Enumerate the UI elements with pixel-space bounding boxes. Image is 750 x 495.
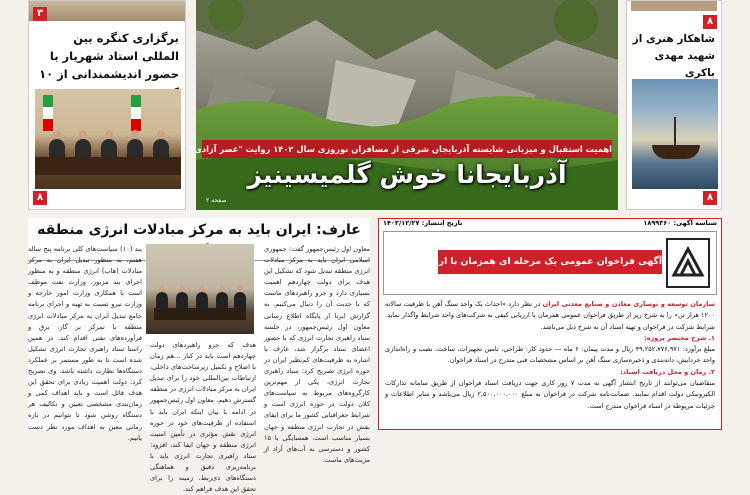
organization-logo-icon [666, 238, 710, 288]
hero-title[interactable]: آذربایجانا خوش گلمیسینیز [247, 160, 567, 189]
ad-section-2: ۲. زمان و محل دریافت اسناد: [620, 367, 715, 376]
article-column-1: معاون اول رئیس‌جمهور گفت: جمهوری اسلامی ایران باید به مرکز مبادلات انرژی منطقه تبدیل شود که تشکیل این هدف برای دولت چهاردهم اهمیت بسیاری دارد و جزو راهبردهای ماست که با جدیت آن را دنبال می‌کنیم. به گزارش ایرنا از پایگاه اطلاع رسانی معاون اول رئیس‌جمهور، در جلسه ستاد راهبری تجارت انرژی که با حضور اعضای ستاد برگزار شد، عارف با اشاره به ظرفیت‌های کم‌نظیر ایران در حوزه انرژی تصریح کرد: ستاد راهبری تجارت انرژی، یکی از مهم‌ترین کارگروه‌های مربوط به سیاست‌های کلان دولت در حوزه انرژی است و شرایط جغرافیایی کشور ما برای ایفای نقش در تجارت انرژی منطقه و جهان بسیار مناسب است. همسایگی با ۱۵ کشور و دسترسی به آب‌های آزاد از مزیت‌های ماست. [264, 245, 370, 464]
hero-subcaption: اهمیت استقبال و میزبانی شایسته آذربایجان شرقی از مسافران نوروزی سال ۱۴۰۲ روایت "عصر آزادی" [202, 140, 612, 158]
iran-flag-icon [131, 95, 141, 131]
ad-title: آگهی فراخوان عمومی یک مرحله ای همزمان با ارزیابی کیفی [438, 250, 662, 274]
article-column-2: هدف که جزو راهبردهای دولت چهاردهم است باید در کنار ...هم زمان با اصلاح و تکمیل زیرساخت‌های داخلی، ارتباطات بین‌المللی خود را برای تبدیل ایران به مرکز مبادلات انرژی در منطقه گسترش دهیم. معاون اول رئیس‌جمهور در ادامه با بیان اینکه ایران باید با استفاده از ظرفیت‌های خود در حوزه انرژی نقش مؤثری در تأمین امنیت انرژی منطقه و جهان ایفا کند، افزود: ستاد راهبری تجارت انرژی باید با برنامه‌ریزی دقیق و هماهنگی دستگاه‌های ذی‌ربط، زمینه را برای تحقق این هدف فراهم کند. [150, 341, 256, 494]
left-page-number-badge: ۳ [33, 7, 47, 21]
hero-page-ref: صفحه ۲ [206, 197, 227, 204]
left-footer-number-badge: ۸ [33, 191, 47, 205]
left-news-box[interactable] [28, 0, 186, 210]
right-page-number-badge: ۸ [703, 15, 717, 29]
painting-image [632, 79, 718, 189]
ad-publish-date: تاریخ انتشار: ۱۴۰۳/۱۲/۲۷ [383, 219, 463, 227]
article-column-3: بند (۱۰) سیاست‌های کلی برنامه پنج ساله هفتم، به منظور تبدیل ایران به مرکز مبادلات (هاب) انرژی منطقه و به منظور اجرای بند مزبور، وزارت نفت موظف است با همکاری وزارت امور خارجه و وزارت نیرو نسبت به تهیه و اجرای برنامه جامع تبدیل ایران به مرکز مبادلات انرژی منطقه با تمرکز بر گاز، برق و فرآورده‌های نفتی اقدام کند. در همین راستا ستاد راهبری تجارت انرژی تشکیل شده است تا به طور مستمر بر عملکرد دستگاه‌ها نظارت داشته باشد. وی تصریح کرد: دولت اهمیت زیادی برای تحقق این هدف قائل است و باید اهداف کمی و زمان‌بندی مشخصی تعیین و تکالیف هر دستگاه روشن شود تا بتوانیم در بازه زمانی معین به اهداف مورد نظر دست یابیم. [28, 245, 142, 442]
left-top-image-strip [29, 1, 185, 21]
public-tender-ad[interactable] [378, 218, 722, 430]
iran-flag-icon [43, 95, 53, 131]
conference-table [35, 157, 181, 175]
meeting-photo [35, 89, 181, 189]
ad-organization: سازمان توسعه و نوسازی معادن و صنایع معدنی ایران [542, 300, 715, 308]
right-news-headline[interactable]: شاهکار هنری از شهید مهدی باکری [632, 33, 715, 79]
right-top-image-strip [631, 1, 717, 11]
boat-shape [652, 145, 700, 159]
ad-body-text-3: متقاضیان می‌توانند از تاریخ انتشار آگهی به مدت ۷ روز کاری جهت دریافت اسناد فراخوان از طریق سامانه تدارکات الکترونیکی دولت اقدام نمایند. ضمانت‌نامه شرکت در فراخوان به مبلغ ۲,۵۰۰,۰۰۰,۰۰۰ ریال می‌باشد و سایر اطلاعات و جزئیات مربوطه در اسناد فراخوان مندرج است. [385, 379, 716, 410]
right-news-box[interactable] [626, 0, 722, 210]
meeting-table [154, 308, 246, 320]
ad-header-box [383, 231, 717, 295]
ad-body [385, 299, 715, 429]
article-title[interactable]: عارف: ایران باید به مرکز مبادلات انرژی منطقه [28, 220, 370, 261]
hero-photo-story[interactable] [189, 0, 618, 210]
article-meeting-photo [146, 244, 254, 334]
ad-body-text-1: در نظر دارد «احداث یک واحد سنگ آهن با ظرفیت سالانه ۱۲۰۰ هزار تن» را به شرح زیر از طریق فراخوان عمومی همزمان با ارزیابی کیفی به شرکت‌های واجد شرایط واگذار نماید. شرایط شرکت در فراخوان و تهیه اسناد آن به شرح ذیل می‌باشد. [385, 300, 715, 331]
left-news-headline[interactable]: برگزاری کنگره بین المللی استاد شهریار با حضور اندیشمندانی از ۱۰ [39, 31, 179, 81]
right-footer-number-badge: ۸ [703, 191, 717, 205]
ad-id: شناسه آگهی: ۱۸۹۹۳۶۰ [643, 219, 717, 227]
energy-hub-article[interactable] [28, 218, 370, 494]
ad-body-text-2: مبلغ برآورد: ۴۹,۲۵۲,۷۷۶,۹۷۱ ریال و مدت پیمان: ۶ ماه — حدود کار: طراحی، تامین تجهیزات، ساخت، نصب و راه‌اندازی واحد خردایش، دانه‌بندی و ذخیره‌سازی سنگ آهن بر اساس مشخصات فنی مندرج در اسناد فراخوان. [385, 345, 715, 365]
ad-section-1: ۱. شرح مختصر پروژه: [644, 333, 715, 342]
